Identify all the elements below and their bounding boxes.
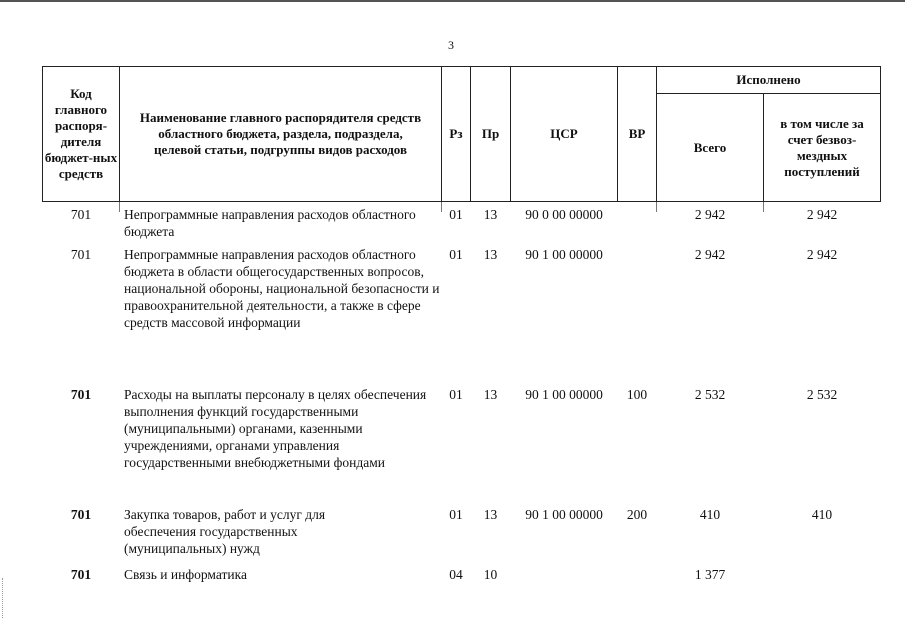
row-total: 410 (699, 507, 721, 522)
row-incl: 2 532 (806, 387, 838, 402)
row-incl: 2 942 (806, 247, 838, 262)
row-pr: 13 (483, 507, 498, 522)
row-name: Связь и информатика (124, 567, 247, 582)
row-total: 1 377 (694, 567, 726, 582)
row-rz: 01 (449, 207, 463, 222)
row-code: 701 (70, 507, 92, 522)
row-incl: 410 (811, 507, 833, 522)
row-pr: 13 (483, 387, 498, 402)
row-vr: 100 (626, 387, 648, 402)
row-name: Расходы на выплаты персоналу в целях обеспечения выполнения функций государственными (муниципальными) органами, казенными учреждениями, органами управления государственными внебюджетными фондами (124, 387, 427, 470)
row-code: 701 (70, 207, 92, 222)
header-rz: Рз (441, 66, 471, 202)
row-code: 701 (70, 567, 92, 582)
header-executed: Исполнено (656, 66, 881, 94)
row-csr: 90 0 00 00000 (525, 207, 603, 222)
header-csr: ЦСР (510, 66, 618, 202)
row-total: 2 942 (694, 207, 726, 222)
row-pr: 10 (483, 567, 498, 582)
row-total: 2 532 (694, 387, 726, 402)
header-name: Наименование главного распорядителя средств областного бюджета, раздела, подраздела, целевой статьи, подгруппы видов расходов (119, 66, 442, 202)
row-csr: 90 1 00 00000 (525, 387, 603, 402)
row-name: Непрограммные направления расходов областного бюджета в области общегосударственных вопросов, национальной обороны, национальной безопасности и правоохранительной деятельности, а также в сфере средств массовой информации (124, 247, 440, 330)
page-top-border (0, 0, 905, 2)
row-name: Непрограммные направления расходов областного бюджета (124, 207, 416, 239)
row-pr: 13 (483, 247, 498, 262)
header-pr: Пр (470, 66, 511, 202)
row-rz: 01 (449, 387, 463, 402)
page-number: 3 (448, 38, 454, 52)
row-code: 701 (70, 387, 92, 402)
row-rz: 04 (449, 567, 463, 582)
row-code: 701 (70, 247, 92, 262)
row-name: Закупка товаров, работ и услуг для обеспечения государственных (муниципальных) нужд (124, 507, 326, 556)
row-pr: 13 (483, 207, 498, 222)
header-total: Всего (656, 93, 764, 202)
header-vr: ВР (617, 66, 657, 202)
row-vr: 200 (626, 507, 648, 522)
row-csr: 90 1 00 00000 (525, 507, 603, 522)
header-code: Код главного распоря-дителя бюджет-ных средств (42, 66, 120, 202)
row-rz: 01 (449, 507, 463, 522)
row-total: 2 942 (694, 247, 726, 262)
row-rz: 01 (449, 247, 463, 262)
header-incl: в том числе за счет безвоз-мездных поступлений (763, 93, 881, 202)
scan-margin-specks (2, 578, 5, 618)
row-incl: 2 942 (806, 207, 838, 222)
row-csr: 90 1 00 00000 (525, 247, 603, 262)
